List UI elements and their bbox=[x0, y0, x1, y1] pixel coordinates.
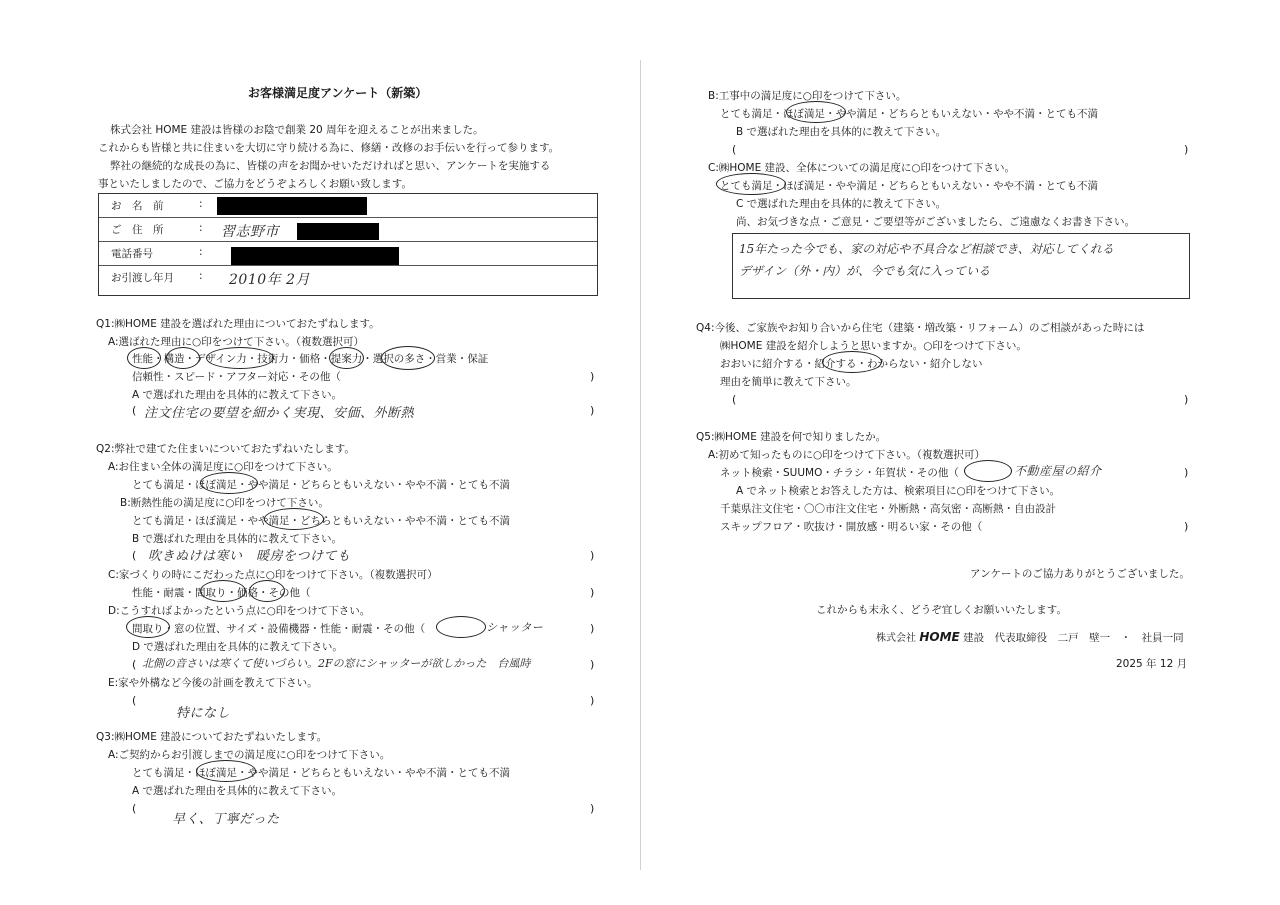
move-label: お引渡し年月 bbox=[111, 272, 174, 284]
phone-label: 電話番号 bbox=[111, 248, 153, 260]
q2-c-options: 性能・耐震・間取り・価格・その他（ bbox=[132, 587, 311, 599]
r-b-reason-label: B で選ばれた理由を具体的に教えて下さい。 bbox=[736, 126, 947, 138]
q5-search-1: 千葉県注文住宅・〇〇市注文住宅・外断熱・高気密・高断熱・自由設計 bbox=[720, 503, 1056, 515]
q5-options: ネット検索・SUUMO・チラシ・年賀状・その他（ bbox=[720, 467, 959, 479]
circle-q2a bbox=[200, 472, 258, 494]
intro-line-1: 株式会社 HOME 建設は皆様のお陰で創業 20 周年を迎えることが出来ました。 bbox=[110, 124, 484, 136]
comment-line-2: デザイン（外・内）が、今でも気に入っている bbox=[739, 264, 991, 278]
q1-reason-label: A で選ばれた理由を具体的に教えて下さい。 bbox=[132, 389, 343, 401]
circle-rb bbox=[786, 101, 846, 123]
redacted-address bbox=[297, 223, 379, 240]
q2-d-reason-value: 北側の音さいは寒くて使いづらい。2Fの窓にシャッターが欲しかった 台風時 bbox=[142, 657, 531, 670]
sign-rest: 建設 代表取締役 二戸 壁一 ・ 社員一同 bbox=[963, 632, 1184, 644]
customer-info-table bbox=[98, 193, 598, 296]
q3-reason-label: A で選ばれた理由を具体的に教えて下さい。 bbox=[132, 785, 343, 797]
address-label: ご 住 所 bbox=[111, 224, 164, 236]
circle-seinou bbox=[127, 347, 161, 369]
sign-company: 株式会社 bbox=[876, 633, 916, 644]
thanks-text: アンケートのご協力ありがとうございました。 bbox=[970, 568, 1190, 580]
redacted-name bbox=[217, 197, 367, 215]
r-c-reason-label: C で選ばれた理由を具体的に教えて下さい。 bbox=[736, 198, 947, 210]
q4-reason-label: 理由を簡単に教えて下さい。 bbox=[720, 376, 857, 388]
intro-line-4: 事といたしましたので、ご協力をどうぞよろしくお願い致します。 bbox=[98, 178, 412, 190]
q5-other-value: 不動産屋の紹介 bbox=[1014, 464, 1102, 478]
circle-design bbox=[206, 347, 274, 369]
closing-text: これからも末永く、どうぞ宜しくお願いいたします。 bbox=[816, 604, 1067, 616]
circle-kouzou bbox=[166, 347, 200, 369]
q2-a: A:お住まい全体の満足度に○印をつけて下さい。 bbox=[108, 461, 338, 473]
q5-title: Q5:㈱HOME 建設を何で知りましたか。 bbox=[696, 431, 887, 443]
q2-b-scale: とても満足・ほぼ満足・やや満足・どちらともいえない・やや不満・とても不満 bbox=[132, 515, 510, 527]
q2-d-reason-label: D で選ばれた理由を具体的に教えて下さい。 bbox=[132, 641, 343, 653]
intro-line-2: これからも皆様と共に住まいを大切に守り続ける為に、修繕・改修のお手伝いを行って参ります。 bbox=[98, 142, 560, 154]
circle-kakaku bbox=[329, 347, 364, 369]
move-value: 2010年 2月 bbox=[229, 272, 310, 288]
circle-kakaku-c bbox=[249, 580, 285, 602]
sign-logo: HOME bbox=[919, 630, 960, 644]
q4-line2: ㈱HOME 建設を紹介しようと思いますか。○印をつけて下さい。 bbox=[720, 340, 1027, 352]
circle-rc bbox=[716, 173, 786, 195]
q3-reason-value: 早く、丁寧だった bbox=[172, 812, 280, 827]
q1-a: A:選ばれた理由に○印をつけて下さい。（複数選択可） bbox=[108, 336, 364, 348]
q3-a-scale: とても満足・ほぼ満足・やや満足・どちらともいえない・やや不満・とても不満 bbox=[132, 767, 510, 779]
address-row: ご 住 所 : 習志野市 bbox=[99, 218, 597, 242]
circle-madori bbox=[200, 580, 246, 602]
name-label: お 名 前 bbox=[111, 200, 164, 212]
left-page: お客様満足度アンケート（新築） 株式会社 HOME 建設は皆様のお陰で創業 20 周年を迎えることが出来ました。 これからも皆様と共に住まいを大切に守り続ける為に、修繕・改修のお手伝いを行って参ります。 弊社の継続的な成長の為に、皆様の声をお聞かせいただければと思い、アンケートを実施する 事といたしましたので、ご協力をどうぞよろしくお願い致します。 お 名 前 : ご 住 所 : 習志野市 電話番号 : お引渡し年月 : 2010年 2月 Q1:㈱HOME 建設を選ばれた理由についておたずねします。 A:選ばれた理由に○印をつけて下さい。（複数選択可） 性能・構造・デザイン力・技術力・価格・提案力・選択の多さ・営業・保証 信頼性・スピード・アフター対応・その他（ ) A で選ばれた理由を具体的に教えて下さい。 ( 注文住宅の要望を細かく実現、安価、外断熱 ) Q2:弊社で建てた住まいについておたずねいたします。 A:お住まい全体の満足度に○印をつけて下さい。 とても満足・ほぼ満足・やや満足・どちらともいえない・やや不満・とても不満 B:断熱性能の満足度に○印をつけて下さい。 とても満足・ほぼ満足・やや満足・どちらともいえない・やや不満・とても不満 B で選ばれた理由を具体的に教えて下さい。 ( 吹きぬけは寒い 暖房をつけても ) C:家づくりの時にこだわった点に○印をつけて下さい。（複数選択可） 性能・耐震・間取り・価格・その他（ ) D:こうすればよかったという点に○印をつけて下さい。 間取り・窓の位置、サイズ・設備機器・性能・耐震・その他（ シャッター ) D で選ばれた理由を具体的に教えて下さい。 ( 北側の音さいは寒くて使いづらい。2Fの窓にシャッターが欲しかった 台風時 ) E:家や外構など今後の計画を教えて下さい。 ( 特になし ) Q3:㈱HOME 建設についておたずねいたします。 A:ご契約からお引渡しまでの満足度に○印をつけて下さい。 とても満足・ほぼ満足・やや満足・どちらともいえない・やや不満・とても不満 A で選ばれた理由を具体的に教えて下さい。 ( 早く、丁寧だった ) bbox=[0, 0, 640, 905]
q2-title: Q2:弊社で建てた住まいについておたずねいたします。 bbox=[96, 443, 355, 455]
q2-b-reason-value: 吹きぬけは寒い 暖房をつけても bbox=[148, 549, 351, 564]
address-value: 習志野市 bbox=[221, 224, 279, 240]
q1-reason-value: 注文住宅の要望を細かく実現、安価、外断熱 bbox=[144, 406, 415, 421]
comment-line-1: 15年たった今でも、家の対応や不具合など相談でき、対応してくれる bbox=[739, 242, 1114, 256]
q1-title: Q1:㈱HOME 建設を選ばれた理由についておたずねします。 bbox=[96, 318, 380, 330]
circle-sonota-d bbox=[436, 616, 486, 638]
circle-q2b bbox=[264, 508, 324, 530]
circle-q5 bbox=[964, 460, 1012, 482]
circle-q4 bbox=[822, 351, 882, 373]
r-c: C:㈱HOME 建設、全体についての満足度に○印をつけて下さい。 bbox=[708, 162, 1016, 174]
page-title: お客様満足度アンケート（新築） bbox=[248, 86, 428, 100]
r-b: B:工事中の満足度に○印をつけて下さい。 bbox=[708, 90, 907, 102]
q5-search-label: A でネット検索とお答えした方は、検索項目に○印をつけて下さい。 bbox=[736, 485, 1061, 497]
q2-b: B:断熱性能の満足度に○印をつけて下さい。 bbox=[120, 497, 329, 509]
q2-b-reason-label: B で選ばれた理由を具体的に教えて下さい。 bbox=[132, 533, 343, 545]
q2-d-options: 間取り・窓の位置、サイズ・設備機器・性能・耐震・その他（ bbox=[132, 623, 426, 635]
q2-e: E:家や外構など今後の計画を教えて下さい。 bbox=[108, 677, 318, 689]
q1-options-1: 性能・構造・デザイン力・技術力・価格・提案力・選択の多さ・営業・保証 bbox=[132, 353, 489, 365]
q2-c: C:家づくりの時にこだわった点に○印をつけて下さい。（複数選択可） bbox=[108, 569, 438, 581]
q1-options-2: 信頼性・スピード・アフター対応・その他（ bbox=[132, 371, 341, 383]
q3-a: A:ご契約からお引渡しまでの満足度に○印をつけて下さい。 bbox=[108, 749, 391, 761]
r-c-scale: とても満足・ほぼ満足・やや満足・どちらともいえない・やや不満・とても不満 bbox=[720, 180, 1098, 192]
redacted-phone bbox=[231, 247, 399, 265]
q5-a: A:初めて知ったものに○印をつけて下さい。（複数選択可） bbox=[708, 449, 985, 461]
q4-title: Q4:今後、ご家族やお知り合いから住宅（建築・増改築・リフォーム）のご相談があった時には bbox=[696, 322, 1145, 334]
comment-box bbox=[732, 233, 1190, 299]
phone-row: 電話番号 : bbox=[99, 242, 597, 266]
q2-d: D:こうすればよかったという点に○印をつけて下さい。 bbox=[108, 605, 371, 617]
q4-options: おおいに紹介する・紹介する・わからない・紹介しない bbox=[720, 358, 983, 370]
q2-a-scale: とても満足・ほぼ満足・やや満足・どちらともいえない・やや不満・とても不満 bbox=[132, 479, 510, 491]
q3-title: Q3:㈱HOME 建設についておたずねいたします。 bbox=[96, 731, 328, 743]
name-row: お 名 前 : bbox=[99, 194, 597, 218]
q2-d-other: シャッター bbox=[486, 621, 544, 634]
q5-search-2: スキップフロア・吹抜け・開放感・明るい家・その他（ bbox=[720, 521, 983, 533]
circle-teian bbox=[381, 346, 435, 370]
signature bbox=[876, 630, 1184, 646]
intro-line-3: 弊社の継続的な成長の為に、皆様の声をお聞かせいただければと思い、アンケートを実施する bbox=[110, 160, 551, 172]
q2-e-value: 特になし bbox=[176, 706, 231, 721]
move-row: お引渡し年月 : 2010年 2月 bbox=[111, 270, 310, 288]
circle-madori-d bbox=[126, 616, 170, 638]
r-b-scale: とても満足・ほぼ満足・やや満足・どちらともいえない・やや不満・とても不満 bbox=[720, 108, 1098, 120]
r-comment-prompt: 尚、お気づきな点・ご意見・ご要望等がございましたら、ご遠慮なくお書き下さい。 bbox=[736, 216, 1135, 228]
date-text: 2025 年 12 月 bbox=[1116, 658, 1188, 670]
circle-q3a bbox=[196, 760, 256, 782]
right-page: B:工事中の満足度に○印をつけて下さい。 とても満足・ほぼ満足・やや満足・どちらともいえない・やや不満・とても不満 B で選ばれた理由を具体的に教えて下さい。 ( ) C:㈱HOME 建設、全体についての満足度に○印をつけて下さい。 とても満足・ほぼ満足・やや満足・どちらともいえない・やや不満・とても不満 C で選ばれた理由を具体的に教えて下さい。 尚、お気づきな点・ご意見・ご要望等がございましたら、ご遠慮なくお書き下さい。 15年たった今でも、家の対応や不具合など相談でき、対応してくれる デザイン（外・内）が、今でも気に入っている Q4:今後、ご家族やお知り合いから住宅（建築・増改築・リフォーム）のご相談があった時には ㈱HOME 建設を紹介しようと思いますか。○印をつけて下さい。 おおいに紹介する・紹介する・わからない・紹介しない 理由を簡単に教えて下さい。 ( ) Q5:㈱HOME 建設を何で知りましたか。 A:初めて知ったものに○印をつけて下さい。（複数選択可） ネット検索・SUUMO・チラシ・年賀状・その他（ 不動産屋の紹介 ) A でネット検索とお答えした方は、検索項目に○印をつけて下さい。 千葉県注文住宅・〇〇市注文住宅・外断熱・高気密・高断熱・自由設計 スキップフロア・吹抜け・開放感・明るい家・その他（ ) アンケートのご協力ありがとうございました。 これからも末永く、どうぞ宜しくお願いいたします。 株式会社 HOME 建設 代表取締役 二戸 壁一 ・ 社員一同 2025 年 12 月 bbox=[696, 90, 1190, 670]
